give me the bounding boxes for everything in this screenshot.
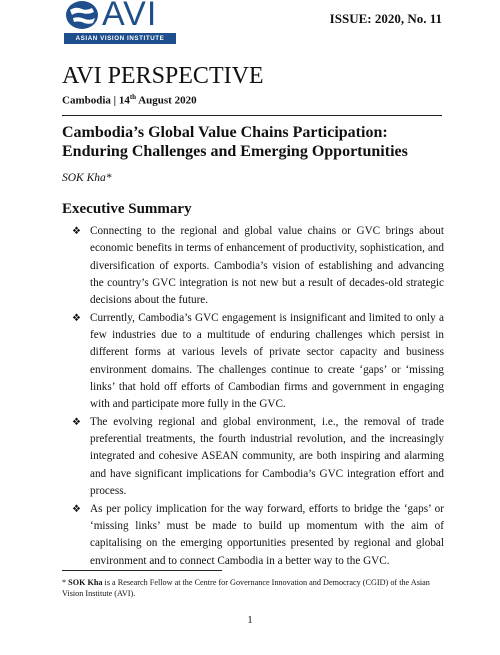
bullet-text: As per policy implication for the way forward, efforts to bridge the ‘gaps’ or ‘missing links’ must be made to build up momentum with the aim of capitalising on the emerging opportunities presented by regional and global environment and to connect Cambodia in a better way to the GVC.	[90, 502, 444, 567]
dateline-sup: th	[129, 93, 137, 101]
section-heading: Executive Summary	[62, 201, 192, 217]
footnote-divider	[62, 570, 222, 571]
series-title: AVI PERSPECTIVE	[62, 63, 264, 89]
bullet-text: Currently, Cambodia’s GVC engagement is insignificant and limited to only a few industries due to a multitude of enduring challenges which persist in different forms at various levels of private sector capacity and business environment domains. The challenges continue to create ‘gaps’ or ‘missing links’ that hold off efforts of Cambodian firms and government in engaging with and participate more fully in the GVC.	[90, 311, 444, 411]
bullet-text: Connecting to the regional and global value chains or GVC brings about economic benefits in terms of enhancement of productivity, sophistication, and diversification of exports. Cambodia’s vision of establishing and advancing the country’s GVC integration is not new but a result of decades-old strategic decisions about the future.	[90, 225, 444, 307]
list-item	[62, 223, 444, 310]
diamond-bullet-icon: ❖	[72, 503, 81, 515]
bullet-text: The evolving regional and global environment, i.e., the removal of trade preferential treatments, the fourth industrial revolution, and the increasingly integrated and cohesive ASEAN community, are both inspiring and alarming and have significant implications for Cambodia’s GVC integration effort and process.	[90, 415, 444, 498]
footnote-marker: *	[62, 578, 69, 587]
list-item	[62, 501, 444, 570]
dateline-date: August 2020	[136, 94, 197, 107]
issue-number: ISSUE: 2020, No. 11	[329, 11, 442, 26]
avi-logo	[64, 0, 176, 46]
diamond-bullet-icon: ❖	[72, 416, 81, 428]
footnote	[62, 578, 444, 599]
page-number: 1	[247, 614, 253, 626]
diamond-bullet-icon: ❖	[72, 312, 81, 324]
list-item	[62, 310, 444, 414]
dateline	[62, 93, 197, 107]
footnote-text: is a Research Fellow at the Centre for Governance Innovation and Democracy (CGID) of the Asian Vision Institute (AVI).	[62, 578, 430, 598]
article-title: Cambodia’s Global Value Chains Participation: Enduring Challenges and Emerging Opportunities	[62, 124, 408, 160]
diamond-bullet-icon: ❖	[72, 226, 81, 237]
author: SOK Kha*	[62, 172, 112, 184]
header-divider	[62, 115, 442, 116]
summary-list	[62, 223, 444, 570]
globe-icon	[64, 0, 100, 30]
dateline-place: Cambodia | 14	[62, 94, 130, 107]
footnote-author: SOK Kha	[68, 578, 103, 587]
logo-wordmark: AVI	[102, 0, 158, 33]
list-item	[62, 414, 444, 501]
logo-tagline: ASIAN VISION INSTITUTE	[64, 33, 176, 44]
